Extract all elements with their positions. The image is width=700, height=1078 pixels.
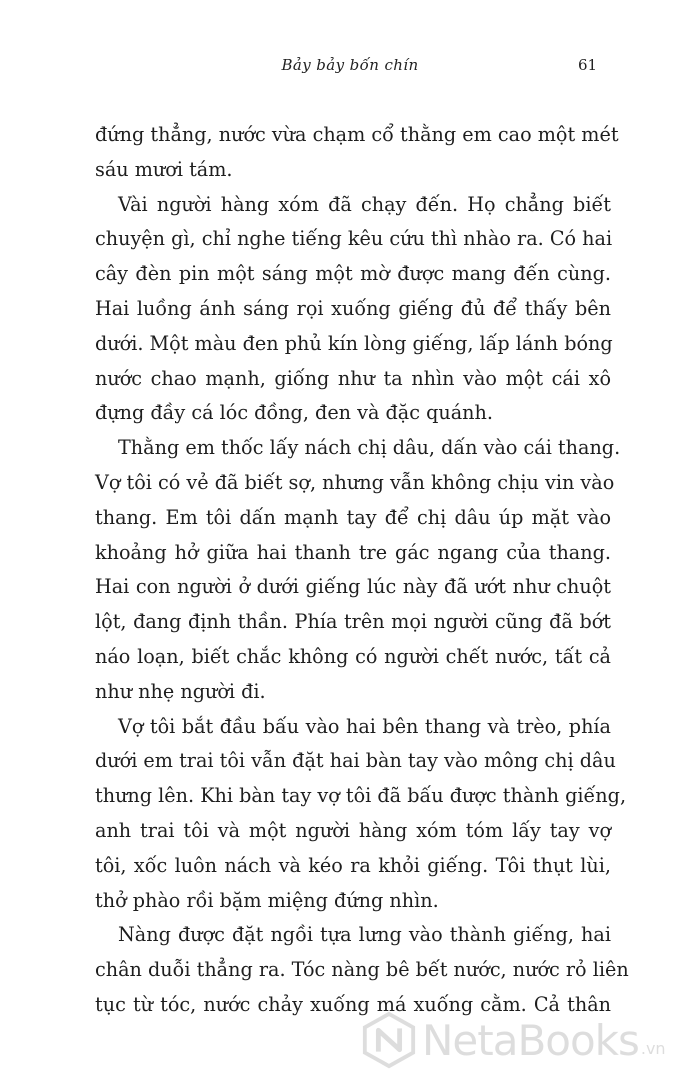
body-text	[95, 118, 629, 1023]
watermark-suffix: .vn	[640, 1038, 666, 1058]
paragraph	[95, 431, 621, 709]
text-line: Vợ tôi bắt đầu bấu vào hai bên thang và trèo, phía	[118, 714, 611, 738]
page-header	[0, 56, 700, 80]
netabooks-logo-icon	[360, 1011, 418, 1069]
text-line: lột, đang định thần. Phía trên mọi người cũng đã bớt	[95, 610, 611, 634]
text-line: thưng lên. Khi bàn tay vợ tôi đã bấu được thành giếng,	[95, 784, 627, 808]
text-line: Nàng được đặt ngồi tựa lưng vào thành giếng, hai	[118, 923, 611, 947]
text-line: thang. Em tôi dấn mạnh tay để chị dâu úp mặt vào	[95, 505, 611, 529]
watermark-brand: NetaBooks	[422, 1015, 639, 1065]
text-line: tôi, xốc luôn nách và kéo ra khỏi giếng. Tôi thụt lùi,	[95, 853, 611, 877]
watermark	[360, 1005, 700, 1075]
text-line: chân duỗi thẳng ra. Tóc nàng bê bết nước, nước rỏ liên	[95, 958, 629, 982]
text-line: dưới em trai tôi vẫn đặt hai bàn tay vào mông chị dâu	[95, 749, 616, 773]
text-line: tục từ tóc, nước chảy xuống má xuống cằm. Cả thân	[95, 992, 611, 1016]
text-line: nước chao mạnh, giống như ta nhìn vào một cái xô	[95, 366, 611, 390]
text-line: Hai luồng ánh sáng rọi xuống giếng đủ để thấy bên	[95, 296, 611, 320]
page-number: 61	[578, 56, 598, 74]
text-line: khoảng hở giữa hai thanh tre gác ngang của thang.	[95, 540, 611, 564]
text-line: chuyện gì, chỉ nghe tiếng kêu cứu thì nhào ra. Có hai	[95, 227, 613, 251]
running-title: Bảy bảy bốn chín	[281, 56, 419, 74]
text-line: cây đèn pin một sáng một mờ được mang đến cùng.	[95, 262, 611, 286]
text-line: đứng thẳng, nước vừa chạm cổ thằng em cao một mét	[95, 123, 619, 146]
text-line: thở phào rồi bặm miệng đứng nhìn.	[95, 888, 439, 912]
text-line: Vợ tôi có vẻ đã biết sợ, nhưng vẫn không chịu vin vào	[95, 470, 615, 494]
text-line: sáu mươi tám.	[95, 157, 233, 181]
paragraph	[95, 118, 619, 188]
text-line: Thằng em thốc lấy nách chị dâu, dấn vào cái thang.	[118, 436, 621, 460]
text-line: như nhẹ người đi.	[95, 679, 266, 703]
text-line: anh trai tôi và một người hàng xóm tóm lấy tay vợ	[95, 818, 611, 842]
text-line: Vài người hàng xóm đã chạy đến. Họ chẳng biết	[118, 192, 611, 216]
text-line: dưới. Một màu đen phủ kín lòng giếng, lấp lánh bóng	[95, 331, 613, 355]
paragraph	[95, 710, 627, 919]
text-line: náo loạn, biết chắc không có người chết nước, tất cả	[95, 644, 611, 668]
text-line: Hai con người ở dưới giếng lúc này đã ướt như chuột	[95, 575, 611, 599]
text-line: đựng đầy cá lóc đồng, đen và đặc quánh.	[95, 401, 493, 425]
paragraph	[95, 188, 611, 432]
